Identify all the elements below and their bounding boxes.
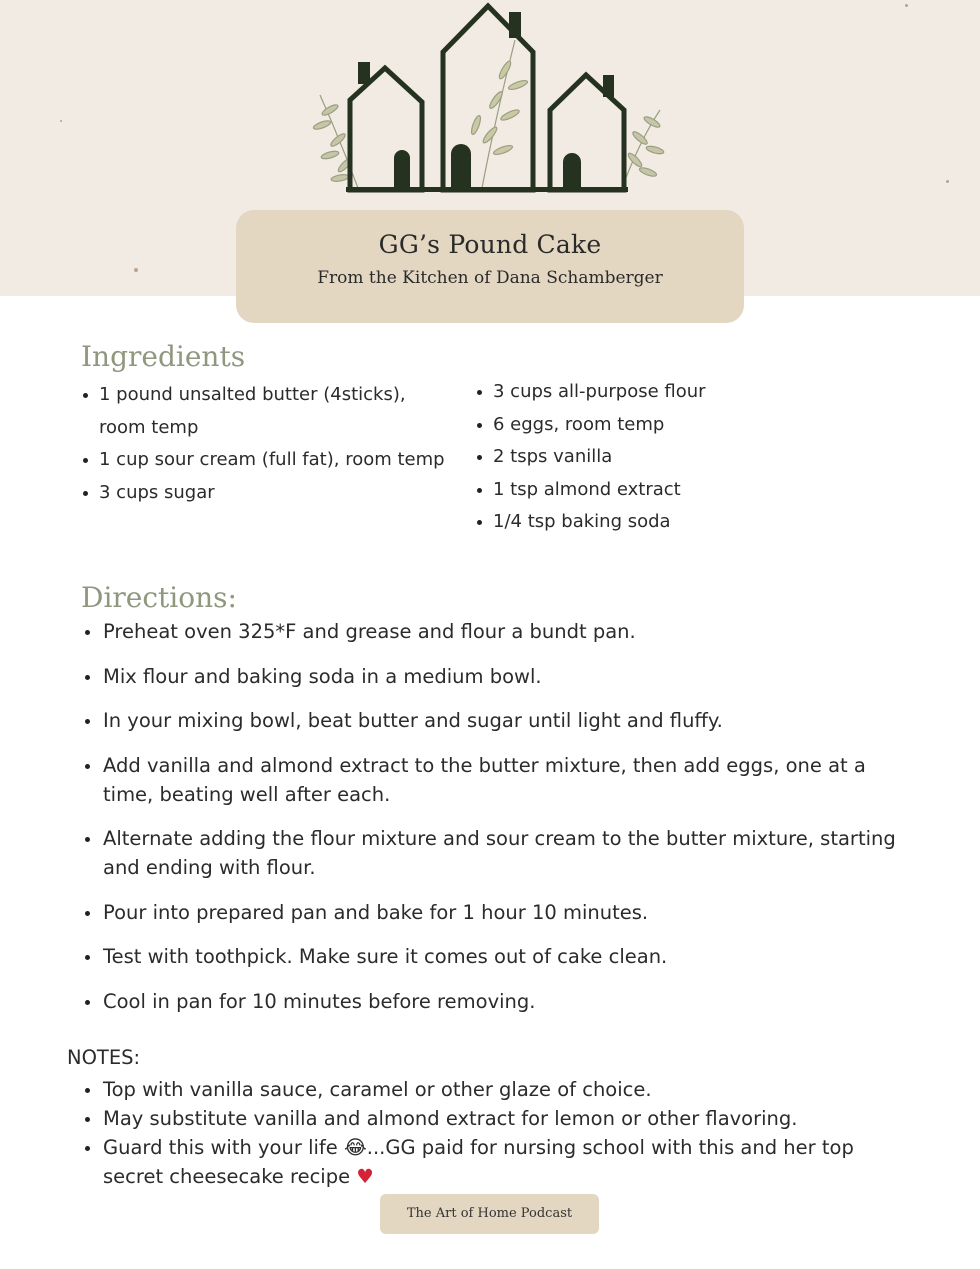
ingredients-list-left [99, 379, 449, 509]
list-item: 1 pound unsalted butter (4sticks), room temp [99, 379, 449, 444]
paper-speck [134, 268, 138, 272]
list-item: 6 eggs, room temp [493, 409, 823, 442]
direction-step: Alternate adding the flour mixture and sour cream to the butter mixture, starting and ending with flour. [103, 824, 903, 882]
note-text: ...GG paid for nursing school with this and her top secret cheesecake recipe [103, 1136, 854, 1188]
house-left-icon [350, 68, 422, 190]
direction-step: Pour into prepared pan and bake for 1 hour 10 minutes. [103, 898, 903, 927]
paper-speck [60, 120, 62, 122]
chimney-right [603, 75, 614, 97]
list-item: 3 cups all-purpose flour [493, 376, 823, 409]
direction-step: Preheat oven 325*F and grease and flour a bundt pan. [103, 617, 903, 646]
notes-list [103, 1075, 903, 1191]
directions-heading: Directions: [81, 581, 237, 614]
note-item: Top with vanilla sauce, caramel or other glaze of choice. [103, 1075, 903, 1104]
heart-icon: ♥ [356, 1165, 374, 1188]
door-right-icon [563, 153, 581, 190]
chimney-middle [509, 12, 521, 38]
direction-step: Cool in pan for 10 minutes before removing. [103, 987, 903, 1016]
direction-step: In your mixing bowl, beat butter and sugar until light and fluffy. [103, 706, 903, 735]
list-item: 2 tsps vanilla [493, 441, 823, 474]
title-card [236, 210, 744, 323]
ingredients-heading: Ingredients [81, 340, 246, 373]
paper-speck [905, 4, 908, 7]
laughing-emoji-icon: 😂 [343, 1136, 367, 1159]
paper-speck [946, 180, 949, 183]
fern-middle-icon [470, 40, 529, 188]
direction-step: Test with toothpick. Make sure it comes out of cake clean. [103, 942, 903, 971]
ground-line [346, 187, 628, 192]
direction-step: Add vanilla and almond extract to the butter mixture, then add eggs, one at a time, beating well after each. [103, 751, 903, 809]
door-middle-icon [451, 144, 471, 190]
podcast-badge: The Art of Home Podcast [380, 1194, 599, 1234]
recipe-title: GG’s Pound Cake [378, 230, 602, 259]
notes-label: NOTES: [67, 1046, 141, 1069]
door-left-icon [394, 150, 410, 190]
list-item: 1 tsp almond extract [493, 474, 823, 507]
fern-right-icon [622, 110, 664, 188]
direction-step: Mix flour and baking soda in a medium bowl. [103, 662, 903, 691]
recipe-subtitle: From the Kitchen of Dana Schamberger [317, 268, 663, 288]
note-item: May substitute vanilla and almond extract for lemon or other flavoring. [103, 1104, 903, 1133]
note-item [103, 1133, 903, 1191]
list-item: 1/4 tsp baking soda [493, 506, 823, 539]
list-item: 3 cups sugar [99, 477, 449, 510]
list-item: 1 cup sour cream (full fat), room temp [99, 444, 449, 477]
ingredients-list-right [493, 376, 823, 539]
directions-list [103, 617, 903, 1031]
note-text: Guard this with your life [103, 1136, 344, 1159]
chimney-left [358, 62, 370, 84]
houses-illustration [300, 0, 680, 200]
